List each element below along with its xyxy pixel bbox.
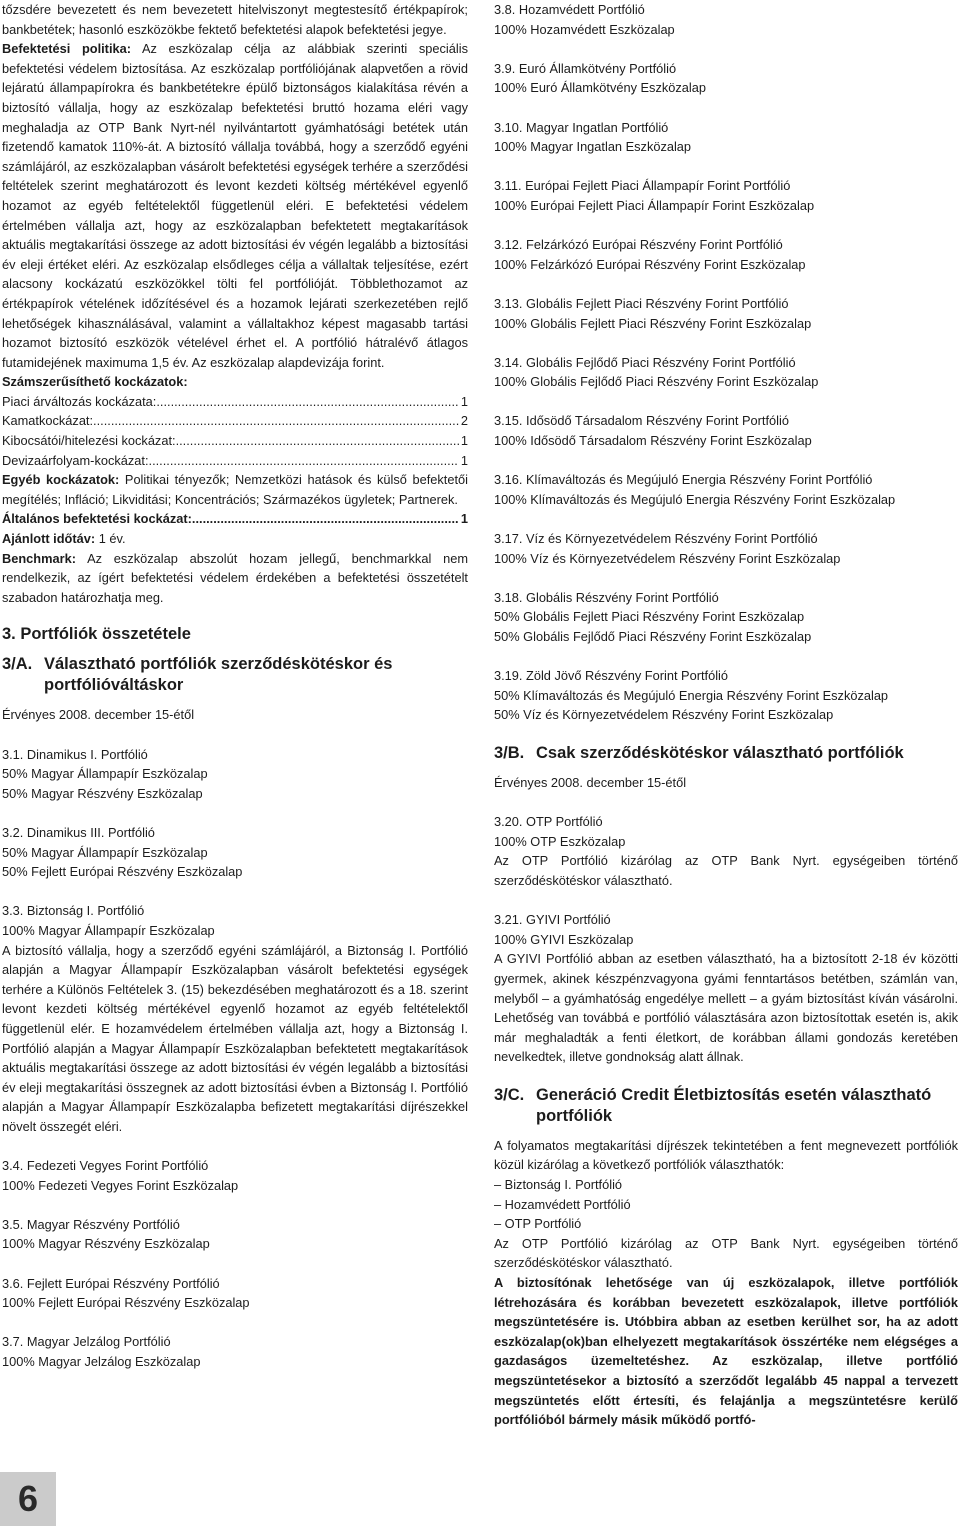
portfolio-title: 3.20. OTP Portfólió: [494, 814, 603, 830]
portfolio-title: 3.15. Idősödő Társadalom Részvény Forint Portfólió: [494, 413, 789, 429]
section-heading: 3. Portfóliók összetétele: [2, 625, 191, 644]
risk-value: 1: [460, 433, 468, 449]
portfolio-title: 3.3. Biztonság I. Portfólió: [2, 903, 145, 919]
portfolio-allocation: 50% Magyar Állampapír Eszközalap: [2, 844, 208, 860]
risk-label: Kamatkockázat:: [2, 413, 94, 429]
portfolio-3-16: [494, 470, 958, 509]
portfolio-3-18: [494, 588, 958, 647]
portfolio-allocation: 100% Felzárkózó Európai Részvény Forint Eszközalap: [494, 256, 806, 272]
risk-value: 1: [460, 393, 468, 409]
portfolio-title: 3.5. Magyar Részvény Portfólió: [2, 1216, 180, 1232]
validity-date: Érvényes 2008. december 15-étől: [494, 774, 687, 790]
dot-leader: [93, 411, 459, 431]
portfolio-title: 3.8. Hozamvédett Portfólió: [494, 2, 645, 17]
dot-leader: [192, 509, 459, 529]
portfolio-3-8: [494, 0, 958, 39]
risk-value: 2: [460, 413, 468, 429]
portfolio-allocation: 100% Magyar Állampapír Eszközalap: [2, 922, 215, 938]
portfolio-title: 3.7. Magyar Jelzálog Portfólió: [2, 1334, 171, 1350]
portfolio-allocation: 100% Idősödő Társadalom Részvény Forint Eszközalap: [494, 433, 812, 449]
portfolio-3-3: [2, 901, 468, 1136]
portfolio-allocation: 100% Globális Fejlődő Piaci Részvény Forint Eszközalap: [494, 374, 819, 390]
portfolio-title: 3.17. Víz és Környezetvédelem Részvény Forint Portfólió: [494, 531, 818, 547]
general-risk-label: Általános befektetési kockázat:: [2, 511, 192, 527]
page-number: 6: [0, 1472, 56, 1526]
portfolio-title: 3.19. Zöld Jövő Részvény Forint Portfólió: [494, 668, 729, 684]
risk-row: [2, 431, 468, 451]
portfolio-allocation: 100% Globális Fejlett Piaci Részvény Forint Eszközalap: [494, 315, 812, 331]
portfolio-title: 3.2. Dinamikus III. Portfólió: [2, 824, 155, 840]
insurer-notice: A biztosítónak lehetősége van új eszközalapok, illetve portfóliók létrehozására és korábban bevezetett eszközalapok, illetve portfóliók megszüntetésére is. Utóbbira abban az esetben kerülhet sor, ha az adott eszközalap(ok)ban elhelyezett megtakarítások összértéke nem elégséges a gazdaságos üzemeltetéshez. Az eszközalap, illetve portfólió megszüntetésekor a biztosító a szerződőt legalább 45 nappal a tervezett megszüntetés előtt értesíti, és felajánlja a megszüntetésre kerülő portfólióból bármely másik működő portfó-: [494, 1275, 958, 1428]
portfolio-list-item: – Biztonság I. Portfólió: [494, 1177, 623, 1193]
portfolio-title: 3.21. GYIVI Portfólió: [494, 912, 611, 928]
risk-row: [2, 392, 468, 412]
portfolio-list-item: – OTP Portfólió: [494, 1216, 582, 1232]
portfolio-allocation: 50% Globális Fejlett Piaci Részvény Forint Eszközalap: [494, 609, 805, 625]
left-column: [2, 0, 468, 1372]
portfolio-title: 3.10. Magyar Ingatlan Portfólió: [494, 119, 669, 135]
portfolio-3-20: [494, 812, 958, 890]
benchmark-paragraph: [2, 549, 468, 608]
portfolio-3-15: [494, 411, 958, 450]
subsection-number: 3/B.: [494, 743, 525, 762]
portfolio-allocation: 50% Fejlett Európai Részvény Eszközalap: [2, 864, 243, 880]
investment-policy-text: Az eszközalap célja az alábbiak szerinti speciális befektetési védelem biztosítása. Az eszközalap portfóliójának alapvetően a rövid lejáratú állampapírokra és bankbetétekre épülő biztonságos kialakítása révén a biztosító vállalja, hogy az eszközalap befektetési bruttó hozama eléri vagy meghaladja az OTP Bank Nyrt-nél nyilvántartott gyámhatósági betétek után fizetendő kamatok 110%-át. A biztosító vállalja továbbá, hogy a szerződő egyéni számlájáról, az eszközalapban vásárolt befektetési egységek terhére a szerződési feltételek szerint meghatározott és levont kezdeti költség mértékével egyenlő hozamot az egyéb feltételektől függetlenül eléri. E befektetési védelem értelmében vállalja azt, hogy az eszközalapban befektetett megtakarítások aktuális megtakarítási összege az adott biztosítási év végén legalább a biztosítási év eleji értéket eléri. Az eszközalap elsődleges célja a vállaltak teljesítése, ezért alacsony kockázatú eszközökkel tölti fel portfólióját. Többlethozamot az értékpapírok vételének időzítésével és a hozamok lejárati szerkezetében rejlő lehetőségek kihasználásával, valamint a vállaltakhoz képest magasabb tartási hozamot biztosító eszközök vételével érhet el. A portfólió hátralévő átlagos futamidejének maximuma 1,5 év. Az eszközalap alapdevizája forint.: [2, 41, 468, 370]
portfolio-allocation: 100% Víz és Környezetvédelem Részvény Forint Eszközalap: [494, 550, 841, 566]
portfolio-allocation: 100% Európai Fejlett Piaci Állampapír Forint Eszközalap: [494, 197, 815, 213]
portfolio-allocation: 100% Magyar Jelzálog Eszközalap: [2, 1354, 201, 1369]
portfolio-title: 3.11. Európai Fejlett Piaci Állampapír Forint Portfólió: [494, 178, 791, 194]
portfolio-3-21: [494, 910, 958, 1067]
portfolio-allocation: 50% Magyar Állampapír Eszközalap: [2, 766, 208, 782]
risk-row: [2, 411, 468, 431]
portfolio-allocation: 100% Klímaváltozás és Megújuló Energia Részvény Forint Eszközalap: [494, 491, 896, 507]
portfolio-allocation: 100% Magyar Részvény Eszközalap: [2, 1236, 210, 1252]
portfolio-allocation: 50% Víz és Környezetvédelem Részvény Forint Eszközalap: [494, 707, 834, 723]
generacio-intro: A folyamatos megtakarítási díjrészek tekintetében a fent megnevezett portfóliók közül kizárólag a következő portfóliók választhatók:: [494, 1137, 958, 1173]
other-risks-text: Politikai tényezők; Nemzetközi hatások és külső befektetői megítélés; Infláció; Likviditási; Koncentrációs; Származékos ügyletek; Partnerek.: [2, 472, 468, 507]
portfolio-3-10: [494, 118, 958, 157]
risk-label: Kibocsátói/hitelezési kockázat:: [2, 433, 176, 449]
recommended-horizon: [2, 529, 468, 549]
portfolio-3-9: [494, 59, 958, 98]
subsection-title: Választható portfóliók szerződéskötéskor és portfólióváltáskor: [44, 655, 393, 695]
portfolio-note: A GYIVI Portfólió abban az esetben választható, ha a biztosított 2-18 év közötti gyermek, akinek készpénzvagyona gyámi fenntartásos betétben, számlán van, melyből – a gyámhatóság engedélye mellett – a gyám biztosítást kíván vásárolni. Lehetőség van továbbá e portfólió választására azon biztosítottak esetén is, akik már meghaladták a fenti életkort, de korábban állami gondozás keretében nevelkedtek, illetve gondnokság alatt állnak.: [494, 951, 958, 1065]
subsection-number: 3/C.: [494, 1085, 525, 1104]
quantifiable-risks-heading: Számszerűsíthető kockázatok:: [2, 374, 188, 390]
portfolio-title: 3.9. Euró Államkötvény Portfólió: [494, 60, 677, 76]
subsection-number: 3/A.: [2, 655, 33, 674]
dot-leader: [156, 392, 459, 412]
portfolio-note: A biztosító vállalja, hogy a szerződő egyéni számlájáról, a Biztonság I. Portfólió alapján a Magyar Állampapír Eszközalapban vásárolt befektetési egységek terhére a Különös Feltételek 3. (15) bekezdésében meghatározott és a 18. szerint levont kezdeti költség mértékével egyenlő hozamot az egyéb feltételektől függetlenül elér. E hozamvédelem értelmében vállalja azt, hogy a Biztonság I. Portfólió alapján a Magyar Állampapír Eszközalapban befektetett megtakarítások aktuális megtakarítási összege az adott biztosítási év végén legalább a biztosítási év eleji megtakarítási összegnek az adott biztosítási évben a Biztonság I. Portfólió alapján a Magyar Állampapír Eszközalapba befizetett megtakarítási díjrészekkel növelt összegét eléri.: [2, 942, 468, 1134]
other-risks-paragraph: [2, 470, 468, 509]
portfolio-title: 3.14. Globális Fejlődő Piaci Részvény Forint Portfólió: [494, 354, 796, 370]
dot-leader: [176, 431, 459, 451]
subsection-heading-3b: [494, 743, 958, 764]
risk-label: Devizaárfolyam-kockázat:: [2, 452, 149, 468]
risk-value: 1: [460, 452, 468, 468]
portfolio-allocation: 100% Fedezeti Vegyes Forint Eszközalap: [2, 1177, 239, 1193]
subsection-heading-3a: [2, 654, 468, 696]
subsection-title: Csak szerződéskötéskor választható portfóliók: [536, 743, 904, 762]
subsection-title: Generáció Credit Életbiztosítás esetén választható portfóliók: [536, 1085, 932, 1125]
portfolio-title: 3.12. Felzárkózó Európai Részvény Forint Portfólió: [494, 237, 783, 253]
portfolio-title: 3.6. Fejlett Európai Részvény Portfólió: [2, 1275, 220, 1291]
portfolio-allocation: 100% Euró Államkötvény Eszközalap: [494, 80, 706, 96]
general-risk-value: 1: [460, 511, 468, 527]
portfolio-allocation: 50% Magyar Részvény Eszközalap: [2, 785, 203, 801]
portfolio-3-6: [2, 1274, 468, 1313]
portfolio-allocation: 50% Klímaváltozás és Megújuló Energia Részvény Forint Eszközalap: [494, 687, 889, 703]
portfolio-3-14: [494, 353, 958, 392]
portfolio-title: 3.13. Globális Fejlett Piaci Részvény Forint Portfólió: [494, 295, 789, 311]
portfolio-allocation: 50% Globális Fejlődő Piaci Részvény Forint Eszközalap: [494, 629, 812, 644]
subsection-heading-3c: [494, 1085, 958, 1127]
general-risk-row: [2, 509, 468, 529]
right-column: [494, 0, 958, 1430]
portfolio-3-5: [2, 1215, 468, 1254]
portfolio-3-19: [494, 666, 958, 725]
portfolio-allocation: 100% Magyar Ingatlan Eszközalap: [494, 139, 692, 155]
portfolio-3-11: [494, 176, 958, 215]
portfolio-title: 3.16. Klímaváltozás és Megújuló Energia Részvény Forint Portfólió: [494, 472, 873, 488]
dot-leader: [149, 451, 459, 471]
recommended-horizon-label: Ajánlott időtáv:: [2, 531, 96, 547]
other-risks-label: Egyéb kockázatok:: [2, 472, 120, 488]
otp-note: Az OTP Portfólió kizárólag az OTP Bank Nyrt. egységeiben történő szerződéskötéskor választható.: [494, 1235, 958, 1271]
portfolio-note: Az OTP Portfólió kizárólag az OTP Bank Nyrt. egységeiben történő szerződéskötéskor választható.: [494, 853, 958, 888]
portfolio-3-12: [494, 235, 958, 274]
risk-label: Piaci árváltozás kockázata:: [2, 393, 157, 409]
portfolio-allocation: 100% Fejlett Európai Részvény Eszközalap: [2, 1295, 250, 1311]
portfolio-3-2: [2, 823, 468, 882]
investment-policy-paragraph: [2, 39, 468, 372]
validity-date: Érvényes 2008. december 15-étől: [2, 707, 195, 723]
portfolio-allocation: 100% GYIVI Eszközalap: [494, 931, 634, 947]
risk-row: [2, 451, 468, 471]
portfolio-title: 3.18. Globális Részvény Forint Portfólió: [494, 589, 719, 605]
portfolio-allocation: 100% OTP Eszközalap: [494, 833, 626, 849]
portfolio-title: 3.1. Dinamikus I. Portfólió: [2, 746, 148, 762]
investment-policy-label: Befektetési politika:: [2, 41, 131, 57]
portfolio-3-13: [494, 294, 958, 333]
benchmark-label: Benchmark:: [2, 550, 76, 566]
benchmark-text: Az eszközalap abszolút hozam jellegű, benchmarkkal nem rendelkezik, az ígért befektetési védelem érdekében a befektetési összetételt szabadon határozhatja meg.: [2, 550, 468, 605]
portfolio-allocation: 100% Hozamvédett Eszközalap: [494, 21, 675, 37]
portfolio-3-1: [2, 745, 468, 804]
portfolio-3-7: [2, 1332, 468, 1371]
portfolio-3-4: [2, 1156, 468, 1195]
intro-paragraph: tőzsdére bevezetett és nem bevezetett hitelviszonyt megtestesítő értékpapírok; bankbetétek; hasonló eszközökbe fektető befektetési alapok befektetési jegye.: [2, 2, 468, 37]
portfolio-3-17: [494, 529, 958, 568]
portfolio-title: 3.4. Fedezeti Vegyes Forint Portfólió: [2, 1158, 209, 1174]
portfolio-list-item: – Hozamvédett Portfólió: [494, 1196, 631, 1212]
recommended-horizon-text: 1 év.: [98, 531, 126, 547]
